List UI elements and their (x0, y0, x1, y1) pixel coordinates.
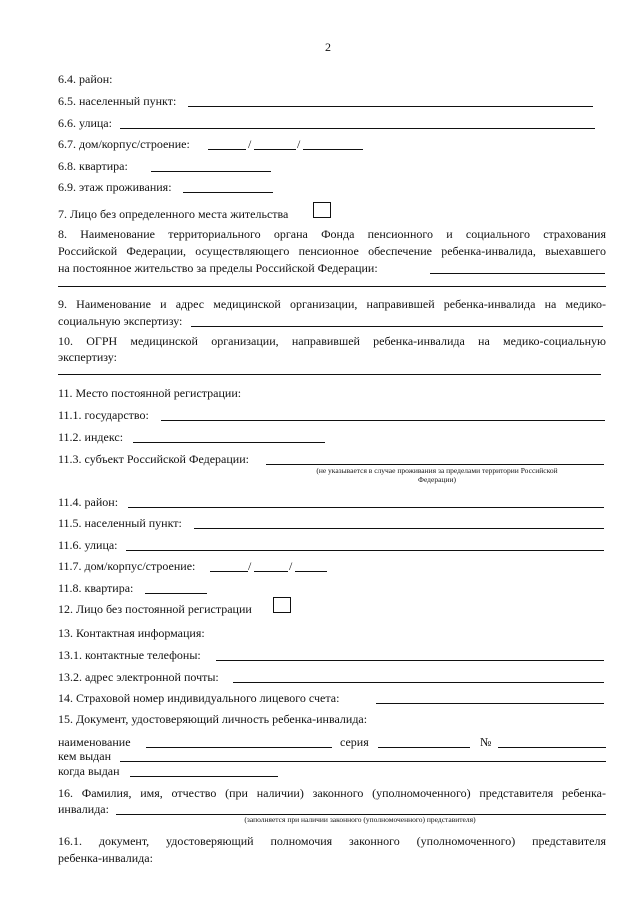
slash: / (248, 559, 252, 573)
field-15-issued-by-line[interactable] (120, 749, 606, 762)
field-10-line2: экспертизу: (58, 350, 117, 364)
slash: / (289, 559, 293, 573)
field-8-line3[interactable]: на постоянное жительство за пределы Российской Федерации: (58, 261, 606, 275)
field-6-6-line[interactable] (120, 116, 595, 129)
field-11-3-subject[interactable]: 11.3. субъект Российской Федерации: (58, 452, 606, 466)
field-8-line1: 8. Наименование территориального органа Фонда пенсионного и социального страхования (58, 227, 606, 241)
field-11-registration: 11. Место постоянной регистрации: (58, 386, 242, 400)
field-11-4-district[interactable]: 11.4. район: (58, 495, 606, 509)
field-6-8-apartment[interactable]: 6.8. квартира: (58, 159, 606, 173)
field-14-snils[interactable]: 14. Страховой номер индивидуального лицевого счета: (58, 691, 606, 705)
field-11-7-building-line[interactable] (254, 559, 288, 572)
page-number: 2 (325, 40, 331, 54)
field-6-7-building-line[interactable] (254, 137, 296, 150)
field-6-7-house-line[interactable] (208, 137, 246, 150)
field-8-extra-line[interactable] (58, 274, 606, 287)
field-15-issued-when-line[interactable] (130, 764, 278, 777)
field-11-8-line[interactable] (145, 581, 207, 594)
field-9-line1: 9. Наименование и адрес медицинской организации, направившей ребенка-инвалида на медико- (58, 297, 606, 311)
field-9-line[interactable] (191, 314, 603, 327)
field-11-6-street[interactable]: 11.6. улица: (58, 538, 606, 552)
field-6-4-district: 6.4. район: (58, 72, 113, 86)
slash: / (248, 137, 252, 151)
field-11-1-line[interactable] (161, 408, 605, 421)
field-15-issued-when[interactable]: когда выдан (58, 764, 606, 778)
field-16-line2[interactable]: инвалида: (58, 802, 606, 816)
field-15-name-line[interactable] (146, 735, 332, 748)
field-15-series-line[interactable] (378, 735, 470, 748)
checkbox-no-registration[interactable] (273, 597, 291, 613)
field-6-7-house[interactable]: 6.7. дом/корпус/строение: / / (58, 137, 606, 151)
field-16-1-line2: ребенка-инвалида: (58, 851, 153, 865)
field-6-9-line[interactable] (183, 180, 273, 193)
field-11-8-apartment[interactable]: 11.8. квартира: (58, 581, 606, 595)
field-16-note: (заполняется при наличии законного (уполномоченного) представителя) (244, 815, 476, 824)
field-10-line[interactable] (58, 362, 601, 375)
field-6-5-line[interactable] (188, 94, 593, 107)
field-13-2-line[interactable] (233, 670, 604, 683)
field-12-no-registration: 12. Лицо без постоянной регистрации (58, 602, 252, 616)
field-11-6-line[interactable] (126, 538, 604, 551)
field-15-number-line[interactable] (498, 735, 606, 748)
field-6-7-structure-line[interactable] (303, 137, 363, 150)
field-11-5-line[interactable] (194, 516, 604, 529)
field-11-4-line[interactable] (128, 495, 604, 508)
field-7-no-residence: 7. Лицо без определенного места жительства (58, 207, 289, 221)
field-11-7-house-line[interactable] (210, 559, 248, 572)
field-14-line[interactable] (376, 691, 604, 704)
field-13-contacts: 13. Контактная информация: (58, 626, 205, 640)
field-15-issued-by[interactable]: кем выдан (58, 749, 606, 763)
field-15-name[interactable]: наименование серия № (58, 735, 606, 749)
field-16-1-line1: 16.1. документ, удостоверяющий полномочия законного (уполномоченного) представителя (58, 834, 606, 848)
field-13-1-line[interactable] (216, 648, 604, 661)
field-11-3-note: (не указывается в случае проживания за пределами территории Российской Федерации) (316, 466, 558, 484)
field-6-9-floor[interactable]: 6.9. этаж проживания: (58, 180, 606, 194)
field-11-5-locality[interactable]: 11.5. населенный пункт: (58, 516, 606, 530)
field-15-id-document: 15. Документ, удостоверяющий личность ребенка-инвалида: (58, 712, 368, 726)
field-11-7-structure-line[interactable] (295, 559, 327, 572)
field-11-2-index[interactable]: 11.2. индекс: (58, 430, 606, 444)
checkbox-no-residence[interactable] (313, 202, 331, 218)
field-16-line1: 16. Фамилия, имя, отчество (при наличии) законного (уполномоченного) представителя ребенка- (58, 786, 606, 800)
slash: / (297, 137, 301, 151)
field-11-2-line[interactable] (133, 430, 325, 443)
field-6-8-line[interactable] (151, 159, 271, 172)
field-15-series-label: серия (340, 735, 369, 749)
field-6-5-locality[interactable]: 6.5. населенный пункт: (58, 94, 606, 108)
field-15-number-label: № (480, 735, 492, 749)
field-11-3-line[interactable] (266, 452, 604, 465)
field-8-line2: Российской Федерации, осуществляющего пенсионное обеспечение ребенка-инвалида, выехавшего (58, 244, 606, 258)
field-8-line[interactable] (430, 261, 605, 274)
field-13-2-email[interactable]: 13.2. адрес электронной почты: (58, 670, 606, 684)
field-11-1-country[interactable]: 11.1. государство: (58, 408, 606, 422)
field-11-7-house[interactable]: 11.7. дом/корпус/строение: / / (58, 559, 606, 573)
field-9-line2[interactable]: социальную экспертизу: (58, 314, 606, 328)
field-6-6-street[interactable]: 6.6. улица: (58, 116, 606, 130)
field-16-line[interactable] (116, 802, 606, 815)
field-10-line1: 10. ОГРН медицинской организации, направившей ребенка-инвалида на медико-социальную (58, 334, 606, 348)
field-13-1-phones[interactable]: 13.1. контактные телефоны: (58, 648, 606, 662)
